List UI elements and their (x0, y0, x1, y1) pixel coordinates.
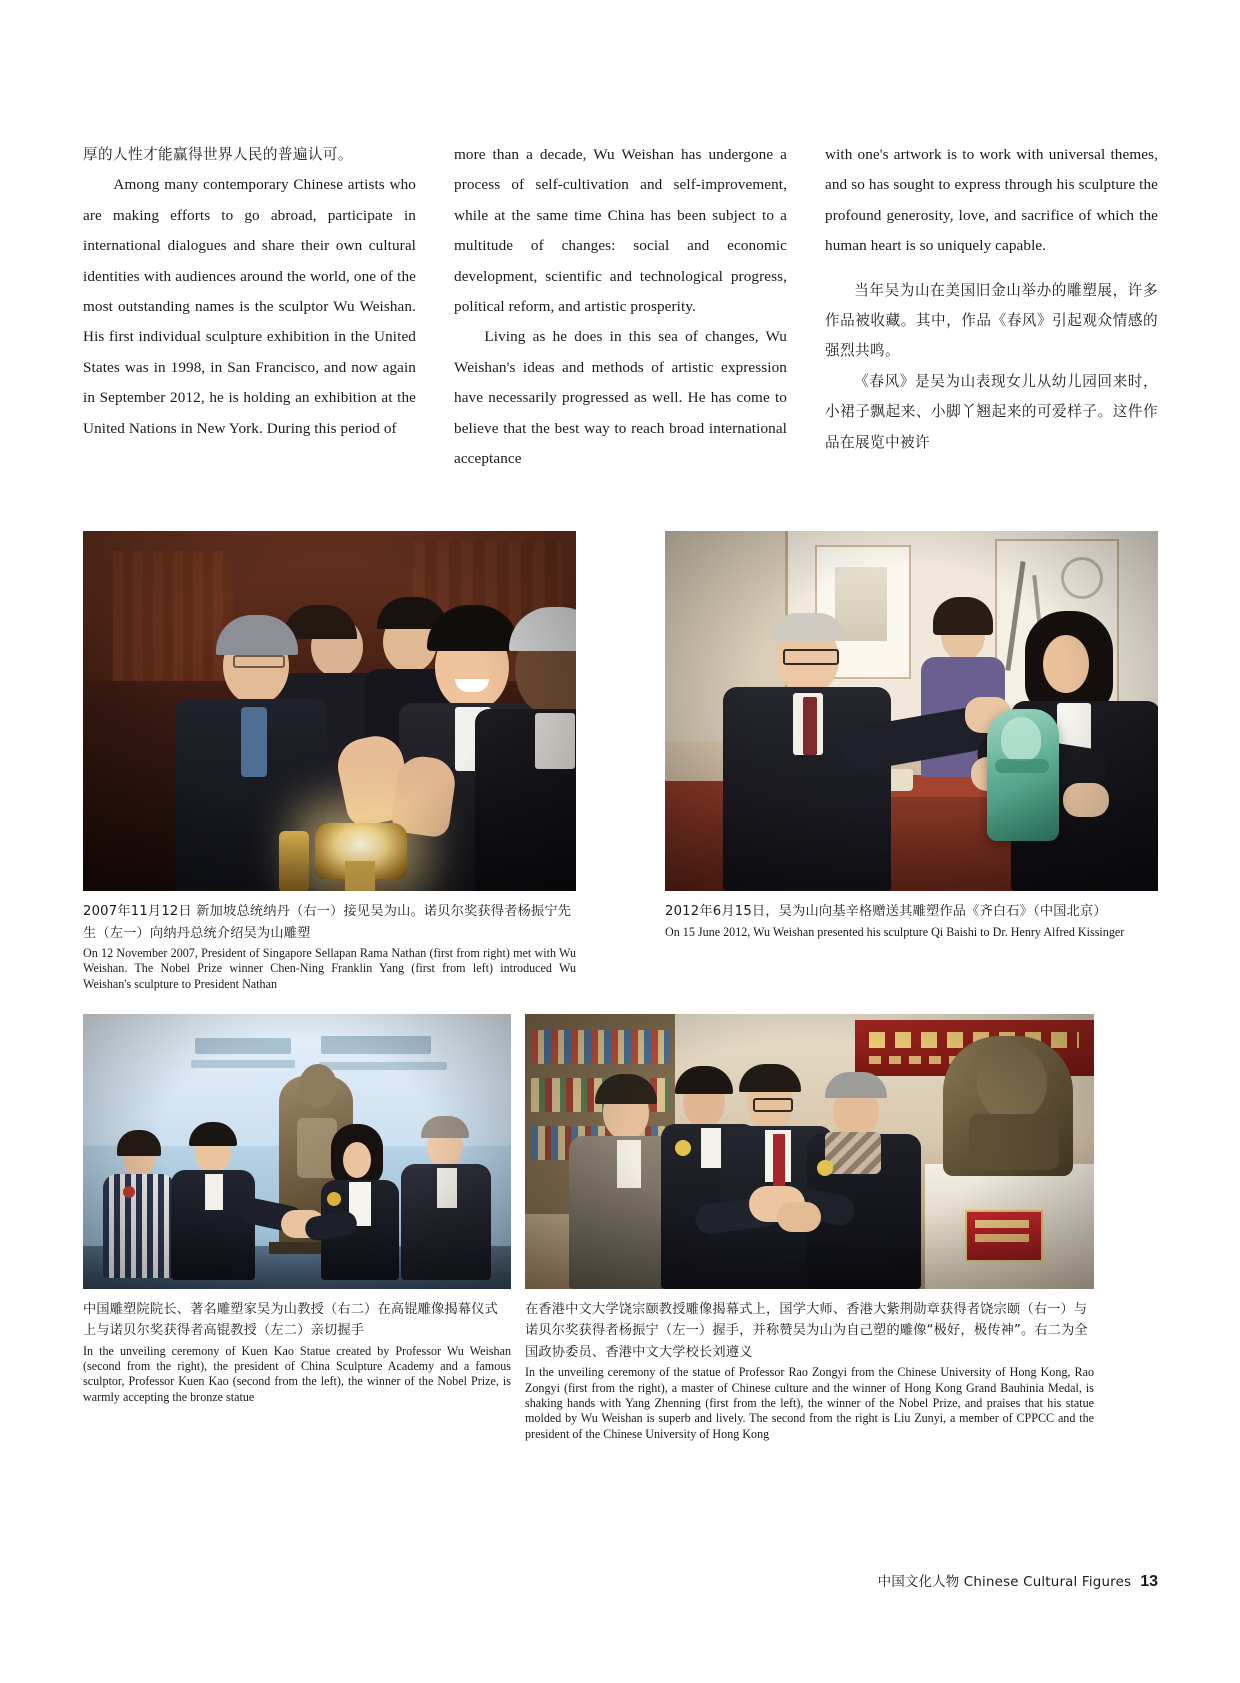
paragraph: with one's artwork is to work with universal themes, and so has sought to express through his sculpture the profound generosity, love, and sacrifice of which the human heart is so uniquely capable. (825, 146, 1158, 255)
figure-rao-zongyi-unveiling-image (525, 1014, 1094, 1289)
caption-chinese: 在香港中文大学饶宗颐教授雕像揭幕式上，国学大师、香港大紫荆勋章获得者饶宗颐（右一）与诺贝尔奖获得者杨振宁（左一）握手，并称赞吴为山为自己塑的雕像“极好，极传神”。右二为全国政协委员、香港中文大学校长刘遵义 (525, 1301, 1088, 1360)
paragraph: 当年吴为山在美国旧金山举办的雕塑展，许多作品被收藏。其中，作品《春风》引起观众情感的强烈共鸣。 (825, 281, 1158, 360)
caption-english: On 15 June 2012, Wu Weishan presented his sculpture Qi Baishi to Dr. Henry Alfred Kissinger (665, 924, 1125, 939)
publication-name: 中国文化人物 Chinese Cultural Figures (877, 1575, 1132, 1590)
figure-kuen-kao-unveiling-caption (83, 1299, 511, 1442)
caption-english: In the unveiling ceremony of Kuen Kao Statue created by Professor Wu Weishan (second from the right), the president of China Sculpture Academy and a famous sculptor, Professor Kuen Kao (second from the left), the winner of the Nobel Prize, is warmly accepting the bronze statue (83, 1343, 511, 1404)
paragraph: Among many contemporary Chinese artists who are making efforts to go abroad, participate in international dialogues and share their own cultural identities with audiences around the world, one of the most outstanding names is the sculptor Wu Weishan. His first individual sculpture exhibition in the United States was in 1998, in San Francisco, and now again in September 2012, he is holding an exhibition at the United Nations in New York. During this period of (83, 176, 416, 437)
caption-english: In the unveiling ceremony of the statue of Professor Rao Zongyi from the Chinese University of Hong Kong, Rao Zongyi (first from the right), a master of Chinese culture and the winner of Hong Kong Grand Bauhinia Medal, is shaking hands with Yang Zhenning (first from the left), the winner of the Nobel Prize, and praises that his statue molded by Wu Weishan is superb and lively. The second from the right is Liu Zunyi, a member of CPPCC and the president of the Chinese University of Hong Kong (525, 1365, 1094, 1441)
caption-chinese: 2012年6月15日，吴为山向基辛格赠送其雕塑作品《齐白石》（中国北京） (665, 904, 1107, 919)
caption-chinese: 2007年11月12日 新加坡总统纳丹（右一）接见吴为山。诺贝尔奖获得者杨振宁先生（左一）向纳丹总统介绍吴为山雕塑 (83, 904, 572, 941)
caption-english: On 12 November 2007, President of Singapore Sellapan Rama Nathan (first from right) met with Wu Weishan. The Nobel Prize winner Chen-Ning Franklin Yang (first from left) introduced Wu Weishan's sculpture to President Nathan (83, 946, 576, 991)
caption-row-bottom (83, 1289, 1158, 1442)
paragraph: 《春风》是吴为山表现女儿从幼儿园回来时，小裙子飘起来、小脚丫翘起来的可爱样子。这件作品在展览中被许 (825, 372, 1158, 451)
photo-row-top (83, 531, 1158, 891)
figure-rao-zongyi-unveiling-caption (525, 1299, 1094, 1442)
photo-section (83, 531, 1158, 1442)
figure-nathan-meeting-caption (83, 901, 576, 992)
caption-row-top (83, 891, 1158, 992)
text-column-left (83, 140, 416, 474)
figure-nathan-meeting-image (83, 531, 576, 891)
page-footer (878, 1571, 1158, 1591)
page-number: 13 (1140, 1573, 1158, 1590)
article-body (83, 140, 1158, 474)
figure-kissinger-gift-image (665, 531, 1158, 891)
paragraph: more than a decade, Wu Weishan has undergone a process of self-cultivation and self-improvement, while at the same time China has been subject to a multitude of changes: social and economic development, scientific and technological progress, political reform, and artistic prosperity. (454, 146, 787, 316)
text-column-right (825, 140, 1158, 474)
figure-kuen-kao-unveiling-image (83, 1014, 511, 1289)
caption-chinese: 中国雕塑院院长、著名雕塑家吴为山教授（右二）在高锟雕像揭幕仪式上与诺贝尔奖获得者高锟教授（左二）亲切握手 (83, 1301, 499, 1339)
photo-row-bottom (83, 1014, 1158, 1289)
figure-kissinger-gift-caption (665, 901, 1158, 992)
paragraph: 厚的人性才能赢得世界人民的普遍认可。 (83, 146, 353, 163)
paragraph: Living as he does in this sea of changes, Wu Weishan's ideas and methods of artistic expression have necessarily progressed as well. He has come to believe that the best way to reach broad international acceptance (454, 328, 787, 468)
text-column-middle (454, 140, 787, 474)
